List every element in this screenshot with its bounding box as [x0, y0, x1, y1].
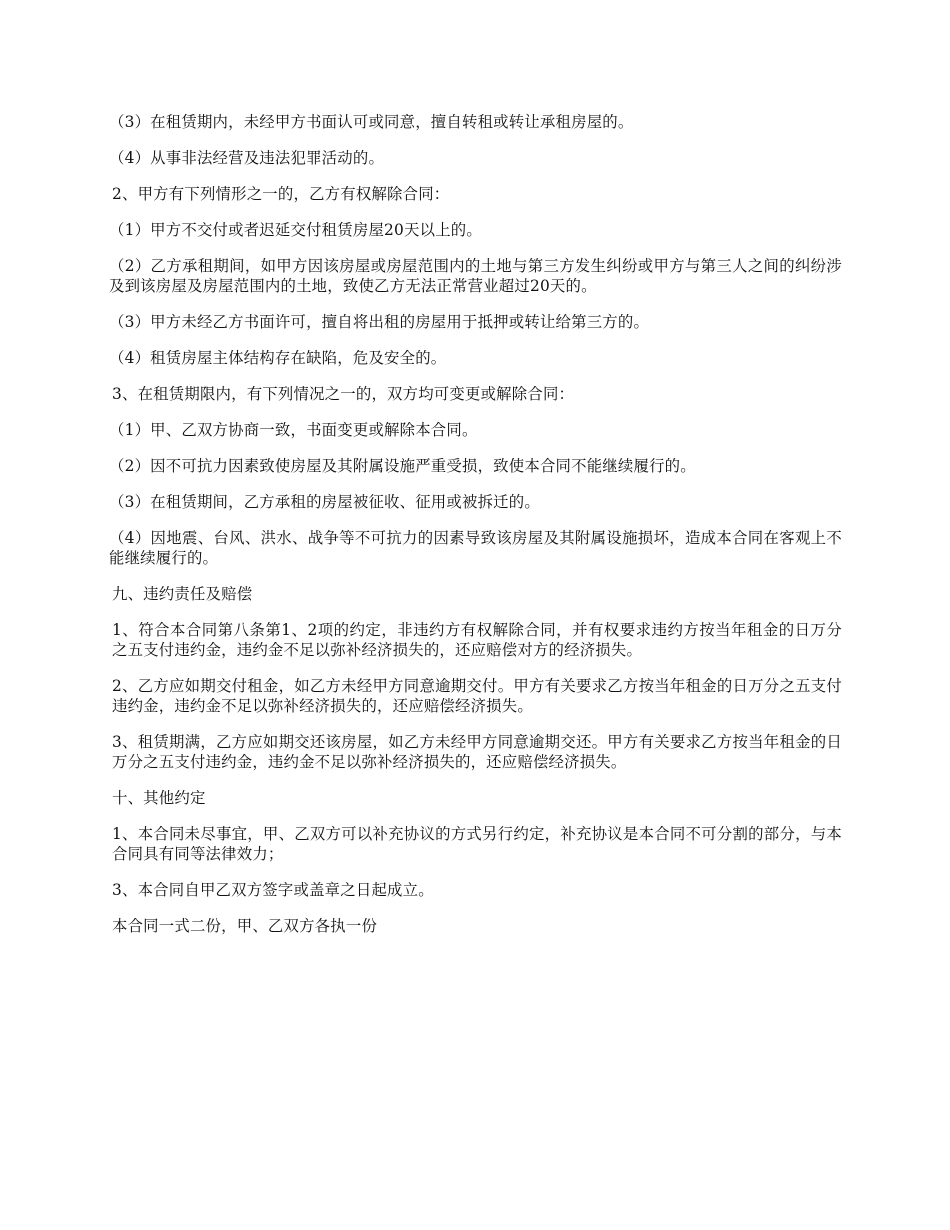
- clause-8-3-item-4: （4）因地震、台风、洪水、战争等不可抗力的因素导致该房屋及其附属设施损坏，造成本合同在客观上不能继续履行的。: [109, 529, 842, 567]
- clause-9-3: 3、租赁期满，乙方应如期交还该房屋，如乙方未经甲方同意逾期交还。甲方有关要求乙方按当年租金的日万分之五支付违约金，违约金不足以弥补经济损失的，还应赔偿经济损失。: [112, 733, 842, 771]
- clause-8-2-heading: 2、甲方有下列情形之一的，乙方有权解除合同：: [112, 185, 450, 203]
- clause-8-3-item-2: （2）因不可抗力因素致使房屋及其附属设施严重受损，致使本合同不能继续履行的。: [109, 457, 696, 475]
- clause-9-1: 1、符合本合同第八条第1、2项的约定，非违约方有权解除合同，并有权要求违约方按当年租金的日万分之五支付违约金，违约金不足以弥补经济损失的，还应赔偿对方的经济损失。: [112, 621, 842, 659]
- clause-8-1-item-3: （3）在租赁期内，未经甲方书面认可或同意，擅自转租或转让承租房屋的。: [109, 113, 634, 131]
- section-10-heading: 十、其他约定: [112, 789, 206, 807]
- clause-8-2-item-1: （1）甲方不交付或者迟延交付租赁房屋20天以上的。: [109, 221, 482, 239]
- clause-8-3-item-3: （3）在租赁期间，乙方承租的房屋被征收、征用或被拆迁的。: [109, 493, 540, 511]
- document-body: [109, 112, 842, 952]
- closing-statement: 本合同一式二份，甲、乙双方各执一份: [112, 917, 378, 935]
- clause-10-3: 3、本合同自甲乙双方签字或盖章之日起成立。: [112, 881, 434, 899]
- clause-8-2-item-3: （3）甲方未经乙方书面许可，擅自将出租的房屋用于抵押或转让给第三方的。: [109, 313, 650, 331]
- clause-10-1: 1、本合同未尽事宜，甲、乙双方可以补充协议的方式另行约定，补充协议是本合同不可分割的部分，与本合同具有同等法律效力；: [112, 825, 842, 863]
- clause-8-2-item-2: （2）乙方承租期间，如甲方因该房屋或房屋范围内的土地与第三方发生纠纷或甲方与第三人之间的纠纷涉及到该房屋及房屋范围内的土地，致使乙方无法正常营业超过20天的。: [109, 257, 842, 295]
- section-9-heading: 九、违约责任及赔偿: [112, 585, 253, 603]
- clause-8-3-heading: 3、在租赁期限内，有下列情况之一的，双方均可变更或解除合同：: [112, 385, 575, 403]
- clause-8-2-item-4: （4）租赁房屋主体结构存在缺陷，危及安全的。: [109, 349, 447, 367]
- clause-8-1-item-4: （4）从事非法经营及违法犯罪活动的。: [109, 149, 385, 167]
- clause-8-3-item-1: （1）甲、乙双方协商一致，书面变更或解除本合同。: [109, 421, 478, 439]
- clause-9-2: 2、乙方应如期交付租金，如乙方未经甲方同意逾期交付。甲方有关要求乙方按当年租金的日万分之五支付违约金，违约金不足以弥补经济损失的，还应赔偿经济损失。: [112, 677, 842, 715]
